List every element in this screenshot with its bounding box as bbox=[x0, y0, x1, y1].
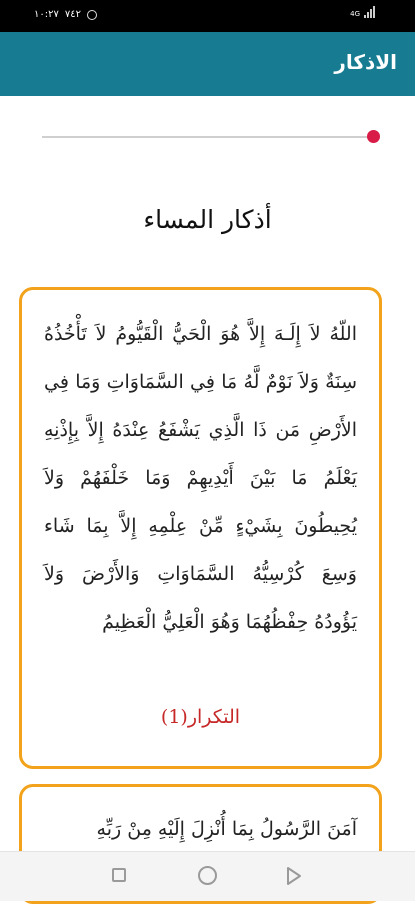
progress-thumb[interactable] bbox=[367, 130, 380, 143]
back-triangle-icon[interactable] bbox=[286, 866, 302, 890]
status-bar bbox=[0, 0, 415, 32]
status-left bbox=[34, 9, 97, 20]
network-type-label: 4G bbox=[350, 10, 360, 18]
dhikr-text: اللّهُ لاَ إِلَـهَ إِلاَّ هُوَ الْحَيُّ الْقَيُّومُ لاَ تَأْخُذُهُ سِنَةٌ وَلاَ نَوْمٌ لَّهُ مَا فِي السَّمَاوَاتِ وَمَا فِي الأَرْضِ مَن ذَا الَّذِي يَشْفَعُ عِنْدَهُ إِلاَّ بِإِذْنِهِ يَعْلَمُ مَا بَيْنَ أَيْدِيهِمْ وَمَا خَلْفَهُمْ وَلاَ يُحِيطُونَ بِشَيْءٍ مِّنْ عِلْمِهِ إِلاَّ بِمَا شَاء وَسِعَ كُرْسِيُّهُ السَّمَاوَاتِ وَالأَرْضَ وَلاَ يَؤُودُهُ حِفْظُهُمَا وَهُوَ الْعَلِيُّ الْعَظِيمُ bbox=[44, 323, 357, 633]
system-nav-bar bbox=[0, 851, 415, 901]
page-title: أذكار المساء bbox=[143, 205, 272, 234]
status-right bbox=[350, 6, 375, 18]
recents-square-icon[interactable] bbox=[112, 868, 126, 882]
home-circle-icon[interactable] bbox=[198, 866, 217, 885]
app-title: الاذكار bbox=[334, 50, 397, 74]
dhikr-card[interactable] bbox=[19, 287, 382, 769]
dhikr-text: آمَنَ الرَّسُولُ بِمَا أُنْزِلَ إِلَيْهِ مِنْ رَبِّهِ bbox=[96, 818, 357, 840]
status-time: ١٠:٢٧ bbox=[34, 9, 59, 20]
whatsapp-icon bbox=[87, 10, 97, 20]
progress-track[interactable] bbox=[42, 136, 372, 138]
status-extra: ٧٤٢ bbox=[64, 9, 81, 20]
app-bar bbox=[0, 32, 415, 96]
repeat-count-label: التكرار(1) bbox=[160, 706, 241, 728]
signal-strength-icon bbox=[364, 6, 375, 18]
